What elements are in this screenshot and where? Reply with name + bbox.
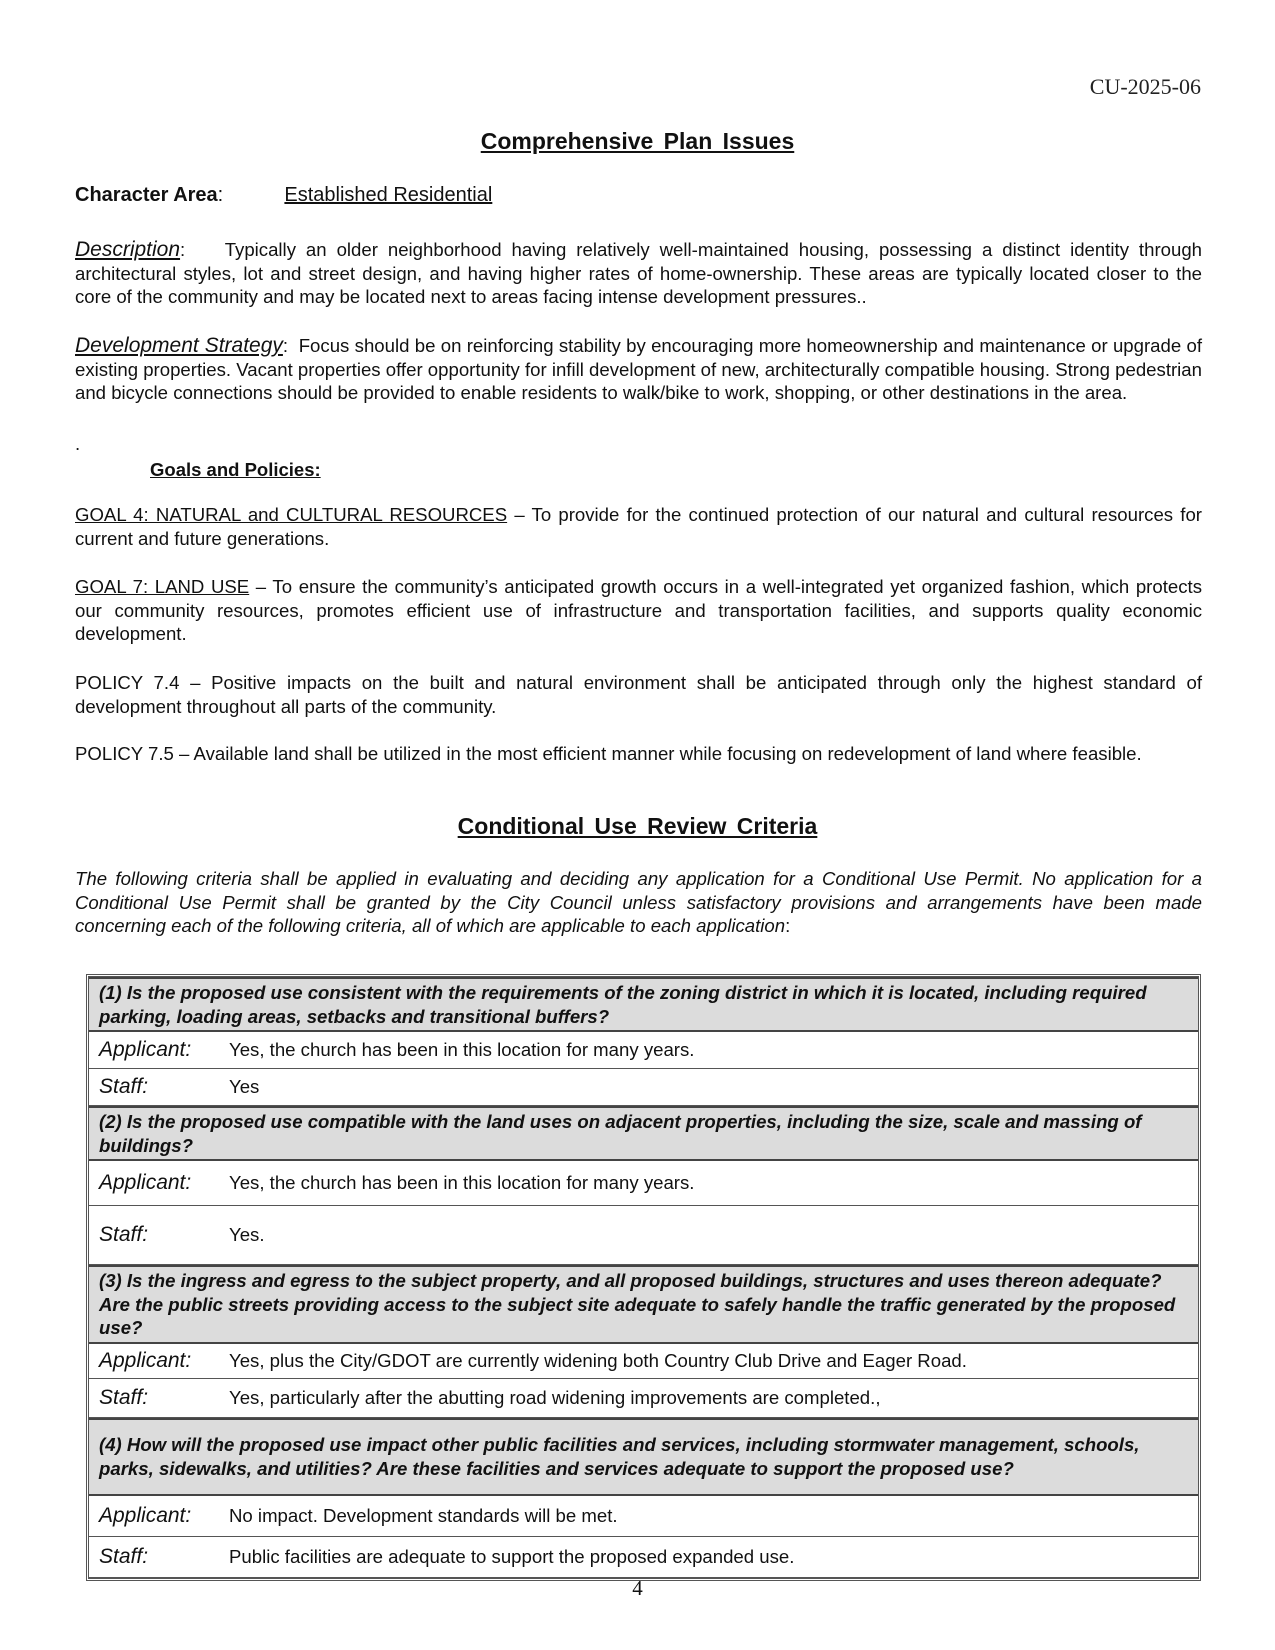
goal-7-paragraph — [75, 575, 1202, 646]
applicant-response: Yes, plus the City/GDOT are currently widening both Country Club Drive and Eager Road. — [229, 1349, 967, 1371]
criterion-question: (1) Is the proposed use consistent with the requirements of the zoning district in which it is located, including required parking, loading areas, setbacks and transitional buffers? — [89, 977, 1198, 1032]
applicant-response-row — [89, 1161, 1198, 1206]
goal-4-label: GOAL 4: NATURAL and CULTURAL RESOURCES — [75, 504, 508, 525]
criterion-question-row — [89, 1265, 1198, 1344]
goal-7-label: GOAL 7: LAND USE — [75, 576, 250, 597]
staff-label: Staff: — [99, 1385, 149, 1409]
applicant-response: Yes, the church has been in this location for many years. — [229, 1039, 695, 1060]
applicant-label: Applicant: — [99, 1038, 192, 1061]
applicant-response-row — [89, 1496, 1198, 1537]
criterion-question: (3) Is the ingress and egress to the subject property, and all proposed buildings, structures and uses thereon adequate? Are the public streets providing access to the subject site adequate to safely handle the traffic generated by the proposed use? — [89, 1265, 1198, 1344]
staff-response: Public facilities are adequate to support the proposed expanded use. — [229, 1545, 795, 1567]
description-paragraph: Description: Typically an older neighborhood having relatively well-maintained housing, possessing a distinct identity through architectural styles, lot and street design, and having higher rates of home-ownership. These areas are typically located closer to the core of the community and may be located next to areas facing intense development pressures.. — [75, 238, 1202, 307]
page-number: 4 — [632, 1576, 643, 1600]
character-area-label: Character Area — [75, 184, 218, 206]
policy-7-4: POLICY 7.4 – Positive impacts on the built and natural environment shall be anticipated through only the highest standard of development throughout all parts of the community. — [75, 672, 1202, 717]
applicant-label: Applicant: — [99, 1348, 192, 1372]
goal-7-text: – To ensure the community’s anticipated growth occurs in a well-integrated yet organized fashion, which protects our community resources, promotes efficient use of infrastructure and transportation facilities, and supports quality economic development. — [75, 576, 1202, 644]
criterion-question: (2) Is the proposed use compatible with the land uses on adjacent properties, including the size, scale and massing of buildings? — [89, 1106, 1198, 1161]
staff-label: Staff: — [99, 1544, 149, 1568]
applicant-label: Applicant: — [99, 1503, 192, 1527]
character-area-line: Character Area: Established Residential — [75, 184, 493, 206]
criterion-question-row — [89, 1106, 1198, 1161]
criterion-question: (4) How will the proposed use impact other public facilities and services, including stormwater management, schools, parks, sidewalks, and utilities? Are these facilities and services adequate to support the proposed use? — [89, 1418, 1198, 1496]
staff-label: Staff: — [99, 1223, 149, 1246]
description-text: Typically an older neighborhood having relatively well-maintained housing, possessing a distinct identity through architectural styles, lot and street design, and having higher rates of home-ownership. These areas are typically located closer to the core of the community and may be located next to areas facing intense development pressures.. — [75, 239, 1202, 307]
staff-response: Yes — [229, 1076, 260, 1097]
case-number: CU-2025-06 — [1089, 74, 1201, 99]
applicant-label: Applicant: — [99, 1171, 192, 1194]
criterion-question-row — [89, 977, 1198, 1032]
description-label: Description — [75, 238, 181, 261]
criteria-table — [86, 974, 1201, 1581]
strategy-label: Development Strategy — [75, 334, 283, 357]
staff-response-row — [89, 1379, 1198, 1418]
goals-heading: Goals and Policies: — [150, 459, 321, 480]
character-area-value: Established Residential — [284, 184, 493, 206]
criterion-question-row — [89, 1418, 1198, 1496]
policy-7-5: POLICY 7.5 – Available land shall be utilized in the most efficient manner while focusing on redevelopment of land where feasible. — [75, 743, 1142, 764]
staff-response: Yes, particularly after the abutting road widening improvements are completed., — [229, 1386, 881, 1408]
stray-dot: . — [75, 433, 81, 454]
goal-4-paragraph — [75, 503, 1202, 550]
staff-response-row — [89, 1069, 1198, 1106]
applicant-response-row — [89, 1344, 1198, 1379]
comp-plan-title: Comprehensive Plan Issues — [480, 128, 795, 154]
goal-4-text: – To provide for the continued protection of our natural and cultural resources for current and future generations. — [75, 504, 1203, 549]
applicant-response: No impact. Development standards will be met. — [229, 1504, 618, 1526]
strategy-paragraph: Development Strategy: Focus should be on reinforcing stability by encouraging more homeownership and maintenance or upgrade of existing properties. Vacant properties offer opportunity for infill development of new, architecturally compatible housing. Strong pedestrian and bicycle connections should be provided to enable residents to walk/bike to work, shopping, or other destinations in the area. — [75, 334, 1202, 403]
staff-label: Staff: — [99, 1075, 149, 1098]
applicant-response: Yes, the church has been in this location for many years. — [229, 1172, 695, 1193]
staff-response: Yes. — [229, 1224, 265, 1245]
strategy-text: Focus should be on reinforcing stability by encouraging more homeownership and maintenance or upgrade of existing properties. Vacant properties offer opportunity for infill development of new, architecturally compatible housing. Strong pedestrian and bicycle connections should be provided to enable residents to walk/bike to work, shopping, or other destinations in the area. — [75, 335, 1202, 403]
staff-response-row — [89, 1537, 1198, 1578]
applicant-response-row — [89, 1032, 1198, 1069]
staff-response-row — [89, 1206, 1198, 1265]
criteria-title: Conditional Use Review Criteria — [457, 813, 818, 839]
criteria-intro: The following criteria shall be applied in evaluating and deciding any application for a Conditional Use Permit. No application for a Conditional Use Permit shall be granted by the City Council unless satisfactory provisions and arrangements have been made concerning each of the following criteria, all of which are applicable to each application: — [75, 868, 1202, 936]
